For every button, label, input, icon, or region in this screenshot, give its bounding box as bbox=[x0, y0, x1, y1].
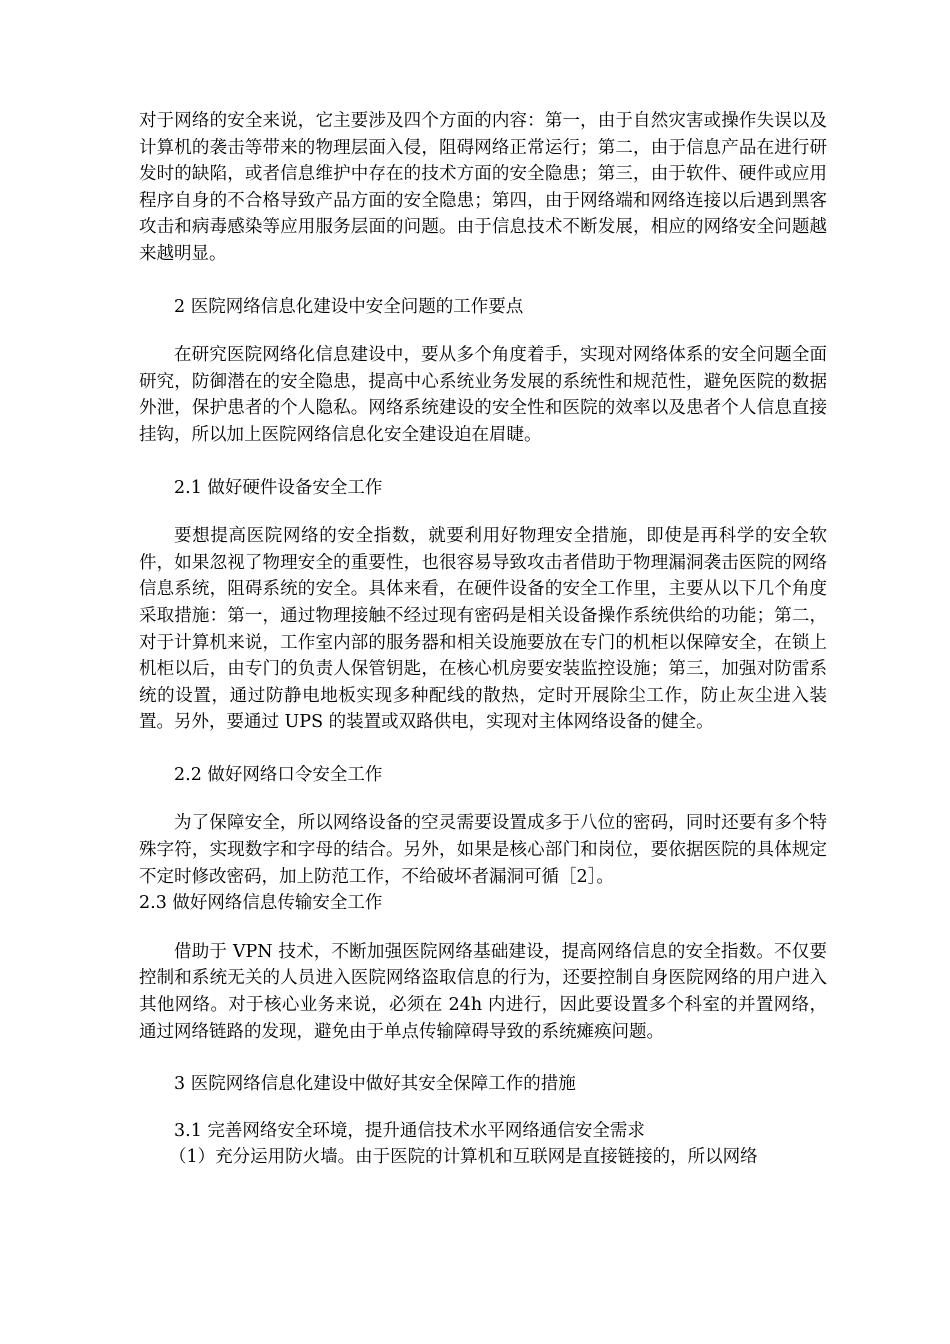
list-item-firewall: （1）充分运用防火墙。由于医院的计算机和互联网是直接链接的，所以网络 bbox=[169, 1147, 758, 1168]
section-2-paragraph: 在研究医院网络化信息建设中，要从多个角度着手，实现对网络体系的安全问题全面研究，防御潜在的安全隐患，提高中心系统业务发展的系统性和规范性，避免医院的数据外泄，保护患者的个人隐私。网络系统建设的安全性和医院的效率以及患者个人信息直接挂钩，所以加上医院网络信息化安全建设迫在眉睫。 bbox=[139, 345, 827, 445]
section-2-3-paragraph: 借助于 VPN 技术，不断加强医院网络基础建设，提高网络信息的安全指数。不仅要控制和系统无关的人员进入医院网络盗取信息的行为，还要控制自身医院网络的用户进入其他网络。对于核心业务来说，必须在 24h 内进行，因此要设置多个科室的并置网络，通过网络链路的发现，避免由于单点传输障碍导致的系统瘫痪问题。 bbox=[139, 941, 827, 1042]
document-page bbox=[139, 108, 827, 1171]
intro-paragraph: 对于网络的安全来说，它主要涉及四个方面的内容：第一，由于自然灾害或操作失误以及计算机的袭击等带来的物理层面入侵，阻碍网络正常运行；第二，由于信息产品在进行研发时的缺陷，或者信息维护中存在的技术方面的安全隐患；第三，由于软件、硬件或应用程序自身的不合格导致产品方面的安全隐患；第四，由于网络端和网络连接以后遇到黑客攻击和病毒感染等应用服务层面的问题。由于信息技术不断发展，相应的网络安全问题越来越明显。 bbox=[139, 111, 827, 264]
section-heading-3: 3 医院网络信息化建设中做好其安全保障工作的措施 bbox=[174, 1074, 576, 1095]
section-heading-2-3: 2.3 做好网络信息传输安全工作 bbox=[139, 893, 383, 914]
section-heading-2-1: 2.1 做好硬件设备安全工作 bbox=[174, 477, 383, 498]
section-2-2-paragraph: 为了保障安全，所以网络设备的空灵需要设置成多于八位的密码，同时还要有多个特殊字符，实现数字和字母的结合。另外，如果是核心部门和岗位，要依据医院的具体规定不定时修改密码，加上防范工作，不给破坏者漏洞可循［2］。 bbox=[139, 813, 827, 887]
section-heading-2-2: 2.2 做好网络口令安全工作 bbox=[174, 764, 383, 785]
section-heading-2: 2 医院网络信息化建设中安全问题的工作要点 bbox=[174, 296, 524, 317]
section-2-1-paragraph: 要想提高医院网络的安全指数，就要利用好物理安全措施，即使是再科学的安全软件，如果忽视了物理安全的重要性，也很容易导致攻击者借助于物理漏洞袭击医院的网络信息系统，阻碍系统的安全。具体来看，在硬件设备的安全工作里，主要从以下几个角度采取措施：第一，通过物理接触不经过现有密码是相关设备操作系统供给的功能；第二，对于计算机来说，工作室内部的服务器和相关设施要放在专门的机柜以保障安全，在锁上机柜以后，由专门的负责人保管钥匙，在核心机房要安装监控设施；第三，加强对防雷系统的设置，通过防静电地板实现多种配线的散热，定时开展除尘工作，防止灰尘进入装置。另外，要通过 UPS 的装置或双路供电，实现对主体网络设备的健全。 bbox=[139, 526, 827, 733]
section-heading-3-1: 3.1 完善网络安全环境，提升通信技术水平网络通信安全需求 bbox=[174, 1120, 645, 1141]
